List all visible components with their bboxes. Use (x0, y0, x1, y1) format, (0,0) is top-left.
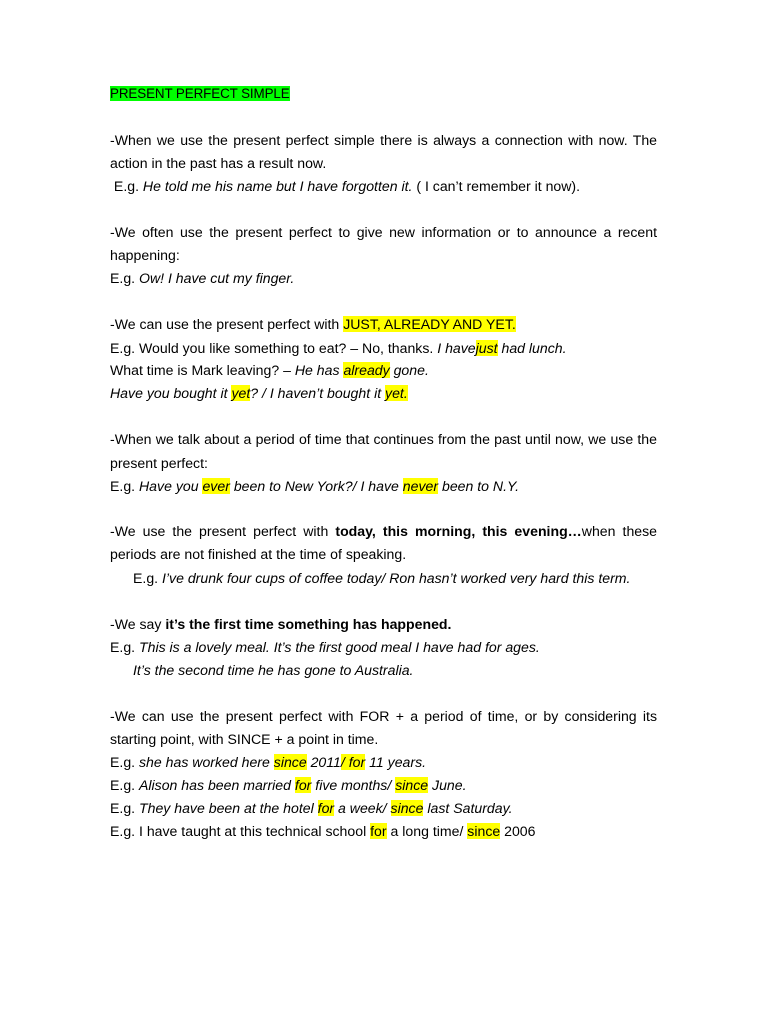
s2-line-2: happening: (110, 247, 180, 263)
highlight-since: since (273, 754, 307, 770)
s2-line-1: -We often use the present perfect to give new information or to announce a recent (110, 224, 657, 240)
question-text: Would you like something to eat? – No, thanks. (139, 340, 434, 356)
answer-text: I have (437, 340, 476, 356)
example-text-mid: a week/ (338, 800, 387, 816)
highlight-for: / for (340, 754, 366, 770)
example-text-mid: a long time/ (390, 823, 464, 839)
intro-text: -We say (110, 616, 162, 632)
eg-label: E.g. (133, 570, 159, 586)
s4-line-1: -When we talk about a period of time that continues from the past until now, we use the (110, 431, 657, 447)
s3-example-1 (110, 339, 657, 357)
s2-example (110, 269, 657, 287)
eg-label: E.g. (110, 340, 136, 356)
eg-label: E.g. (110, 800, 136, 816)
s6-intro (110, 615, 657, 633)
eg-label: E.g. (110, 478, 136, 494)
example-text: They have been at the hotel (139, 800, 314, 816)
highlight-for: for (370, 823, 387, 839)
eg-label: E.g. (110, 823, 136, 839)
answer-text: ? / I haven’t bought it (250, 385, 382, 401)
example-text: Ow! I have cut my finger. (139, 270, 295, 286)
eg-label: E.g. (110, 754, 136, 770)
example-text: Alison has been married (139, 777, 291, 793)
s7-example-1 (110, 753, 657, 771)
highlight-since: since (395, 777, 429, 793)
example-text: she has worked here (139, 754, 270, 770)
highlight-for: for (294, 777, 312, 793)
keyword-text: today, this morning, this evening… (335, 523, 582, 539)
highlight-never: never (402, 478, 439, 494)
example-text-end: been to N.Y. (441, 478, 520, 494)
s6-example-2 (133, 661, 680, 679)
highlight-yet-2: yet. (385, 385, 408, 401)
example-year: 2011 (310, 754, 341, 770)
example-text: Have you (139, 478, 199, 494)
question-text: What time is Mark leaving? – (110, 362, 291, 378)
example-text-end: last Saturday. (427, 800, 513, 816)
answer-text: He has (294, 362, 340, 378)
example-text-end: June. (432, 777, 467, 793)
answer-text-end: gone. (393, 362, 429, 378)
keyword-highlight: JUST, ALREADY AND YET. (343, 316, 516, 332)
answer-text-end: had lunch. (501, 340, 567, 356)
example-text: He told me his name but I have forgotten it. (142, 178, 413, 194)
s1-line-2: action in the past has a result now. (110, 155, 327, 171)
question-text: Have you bought it (110, 385, 228, 401)
highlight-just: just (475, 340, 498, 356)
s5-line-1 (110, 522, 657, 540)
s7-example-2 (110, 776, 657, 794)
s7-example-4 (110, 822, 657, 840)
s6-example-1 (110, 638, 657, 656)
example-text-end: 11 years. (369, 754, 427, 770)
s7-line-1: -We can use the present perfect with FOR + a period of time, or by considering its (110, 708, 657, 724)
eg-label: E.g. (113, 178, 139, 194)
example-text: I’ve drunk four cups of coffee today/ Ron hasn’t worked very hard this term. (162, 570, 631, 586)
s5-example (133, 569, 680, 587)
s1-example (110, 177, 657, 195)
s3-example-2 (110, 361, 657, 379)
example-text-end: 2006 (504, 823, 536, 839)
example-text: This is a lovely meal. It’s the first good meal I have had for ages. (139, 639, 540, 655)
example-note: ( I can’t remember it now). (416, 178, 581, 194)
s1-line-1: -When we use the present perfect simple there is always a connection with now. The (110, 132, 657, 148)
s4-line-2: present perfect: (110, 455, 208, 471)
title-highlight: PRESENT PERFECT SIMPLE (110, 86, 290, 101)
highlight-since: since (390, 800, 424, 816)
eg-label: E.g. (110, 777, 136, 793)
s7-example-3 (110, 799, 657, 817)
example-text-mid: five months/ (315, 777, 392, 793)
s3-intro (110, 315, 657, 333)
eg-label: E.g. (110, 270, 136, 286)
highlight-yet: yet (231, 385, 251, 401)
highlight-for: for (317, 800, 335, 816)
s5-line-2: periods are not finished at the time of speaking. (110, 546, 407, 562)
s3-example-3 (110, 384, 657, 402)
keyword-text: it’s the first time something has happened. (165, 616, 452, 632)
intro-rest: when these (581, 523, 658, 539)
intro-text: -We can use the present perfect with (110, 316, 340, 332)
example-text: It’s the second time he has gone to Australia. (133, 662, 414, 678)
highlight-already: already (343, 362, 390, 378)
highlight-since: since (467, 823, 501, 839)
highlight-ever: ever (202, 478, 230, 494)
s7-line-2: starting point, with SINCE + a point in time. (110, 731, 379, 747)
example-text-mid: been to New York?/ I have (233, 478, 399, 494)
s4-example (110, 477, 657, 495)
intro-text: -We use the present perfect with (110, 523, 329, 539)
page-title (110, 85, 657, 103)
eg-label: E.g. (110, 639, 136, 655)
example-text: I have taught at this technical school (139, 823, 367, 839)
